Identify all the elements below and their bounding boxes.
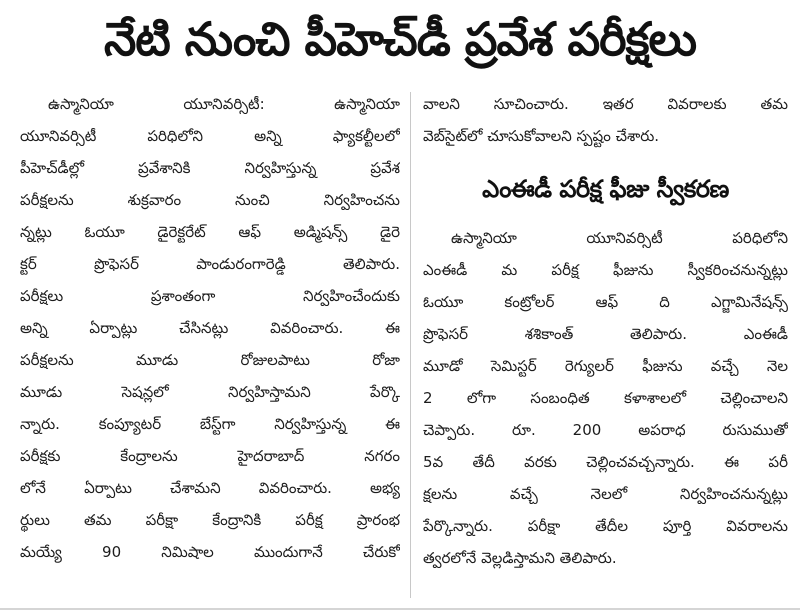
article-right-column — [423, 88, 788, 574]
column-divider — [410, 92, 411, 598]
subheading: ఎంఈడీ పరీక్ష ఫీజు స్వీకరణ — [482, 175, 729, 203]
article-line: వాలని సూచించారు. ఇతర వివరాలకు తమ — [423, 95, 788, 113]
article-line: పరీక్షకు కేంద్రాలను హైదరాబాద్ నగరం — [20, 447, 400, 465]
article-line: యూనివర్సిటీ పరిధిలోని అన్ని ఫ్యాకల్టీలలో — [20, 127, 400, 145]
article-line: 2 లోగా సంబంధిత కళాశాలలో చెల్లించాలని — [423, 389, 788, 407]
article-line: పీహెచ్‌డీల్లో ప్రవేశానికి నిర్వహిస్తున్న ప్రవేశ — [20, 159, 400, 177]
article-line: ర్థులు తమ పరీక్షా కేంద్రానికి పరీక్ష ప్రారంభ — [20, 511, 400, 529]
article-line: క్షలను వచ్చే నెలలో నిర్వహించనున్నట్లు — [423, 485, 788, 503]
article-line: ఎంఈడీ మ పరీక్ష ఫీజును స్వీకరించనున్నట్లు — [423, 261, 788, 279]
article-line: మూడు సెషన్లలో నిర్వహిస్తామని పేర్కొ — [20, 383, 400, 401]
article-line: మయ్యే 90 నిమిషాల ముందుగానే చేరుకో — [20, 543, 400, 561]
article-line: న్నట్లు ఓయూ డైరెక్టరేట్ ఆఫ్ అడ్మిషన్స్ డైరె — [20, 223, 400, 241]
article-line: ఉస్మానియా యూనివర్సిటీ: ఉస్మానియా — [48, 95, 400, 113]
article-line: పేర్కొన్నారు. పరీక్షా తేదీల పూర్తి వివరాలను — [423, 517, 788, 535]
article-line: త్వరలోనే వెల్లడిస్తామని తెలిపారు. — [423, 549, 617, 567]
headline: నేటి నుంచి పీహెచ్‌డీ ప్రవేశ పరీక్షలు — [103, 12, 697, 66]
article-line: పరీక్షలు ప్రశాంతంగా నిర్వహించేందుకు — [20, 287, 400, 305]
bottom-rule — [0, 608, 800, 610]
article-line: ప్రొఫెసర్ శశికాంత్ తెలిపారు. ఎంఈడీ — [423, 325, 788, 343]
article-line: పరీక్షలను శుక్రవారం నుంచి నిర్వహించను — [20, 191, 400, 209]
article-line: క్టర్ ప్రొఫెసర్ పాండురంగారెడ్డి తెలిపారు. — [20, 255, 400, 273]
article-line: చెప్పారు. రూ. 200 అపరాధ రుసుముతో — [423, 421, 788, 439]
article-line: ఓయూ కంట్రోలర్ ఆఫ్ ది ఎగ్జామినేషన్స్ — [423, 293, 788, 311]
article-line: లోనే ఏర్పాటు చేశామని వివరించారు. అభ్య — [20, 479, 400, 497]
article-line: న్నారు. కంప్యూటర్ బేస్ట్‌గా నిర్వహిస్తున్న ఈ — [20, 415, 400, 433]
article-line: వెబ్‌సైట్‌లో చూసుకోవాలని స్పష్టం చేశారు. — [423, 127, 660, 145]
article-line: అన్ని ఏర్పాట్లు చేసినట్లు వివరించారు. ఈ — [20, 319, 400, 337]
article-left-column — [20, 88, 400, 568]
article-line: మూడో సెమిస్టర్ రెగ్యులర్ ఫీజును వచ్చే నెల — [423, 357, 788, 375]
article-line: 5వ తేదీ వరకు చెల్లించవచ్చన్నారు. ఈ పరీ — [423, 453, 788, 471]
article-line: ఉస్మానియా యూనివర్సిటీ పరిధిలోని — [451, 229, 788, 247]
article-line: పరీక్షలను మూడు రోజులపాటు రోజా — [20, 351, 400, 369]
